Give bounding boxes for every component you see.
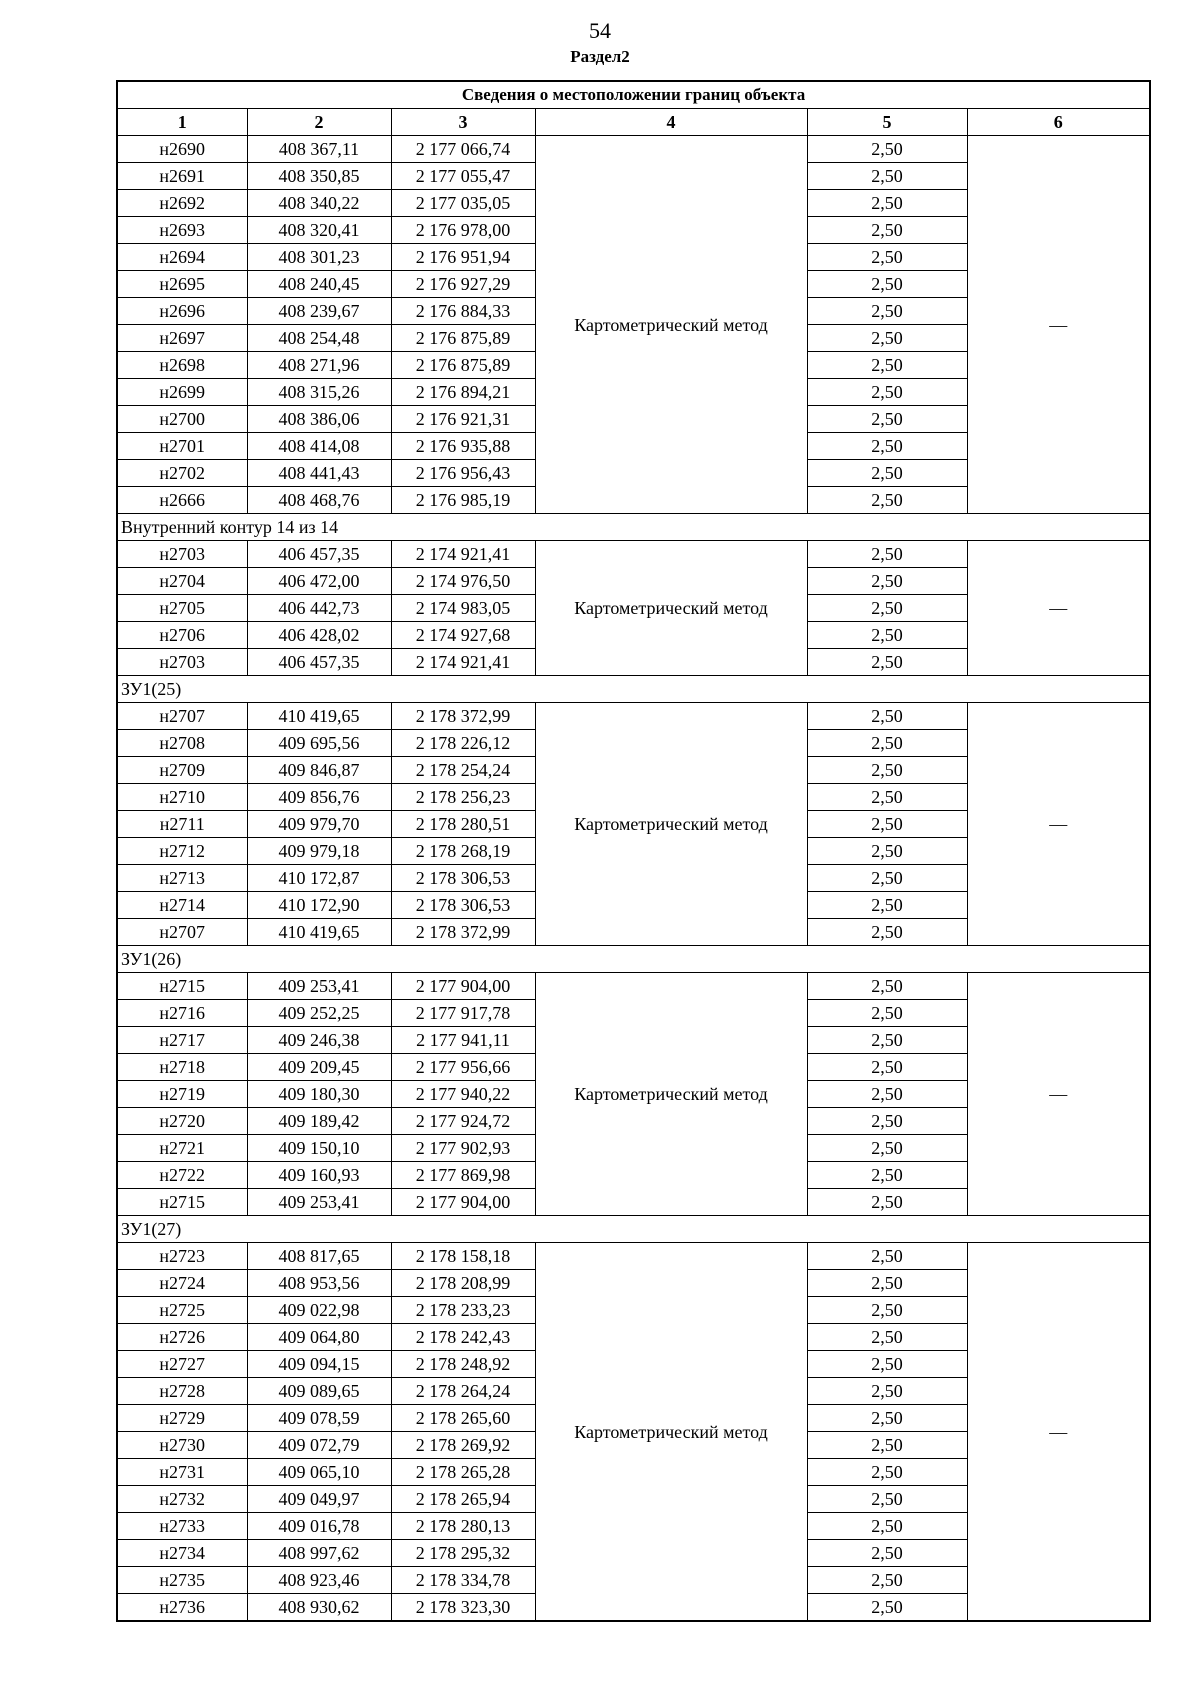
point-id-cell: н2720 xyxy=(117,1108,247,1135)
y-coordinate-cell: 2 178 256,23 xyxy=(391,784,535,811)
x-coordinate-cell: 408 240,45 xyxy=(247,271,391,298)
point-id-cell: н2732 xyxy=(117,1486,247,1513)
point-id-cell: н2713 xyxy=(117,865,247,892)
x-coordinate-cell: 409 253,41 xyxy=(247,973,391,1000)
y-coordinate-cell: 2 174 927,68 xyxy=(391,622,535,649)
point-id-cell: н2711 xyxy=(117,811,247,838)
y-coordinate-cell: 2 176 894,21 xyxy=(391,379,535,406)
y-coordinate-cell: 2 176 875,89 xyxy=(391,352,535,379)
x-coordinate-cell: 410 419,65 xyxy=(247,919,391,946)
accuracy-cell: 2,50 xyxy=(807,136,967,163)
y-coordinate-cell: 2 177 956,66 xyxy=(391,1054,535,1081)
point-id-cell: н2691 xyxy=(117,163,247,190)
point-id-cell: н2706 xyxy=(117,622,247,649)
x-coordinate-cell: 409 856,76 xyxy=(247,784,391,811)
y-coordinate-cell: 2 178 226,12 xyxy=(391,730,535,757)
x-coordinate-cell: 409 209,45 xyxy=(247,1054,391,1081)
x-coordinate-cell: 408 271,96 xyxy=(247,352,391,379)
accuracy-cell: 2,50 xyxy=(807,757,967,784)
point-id-cell: н2701 xyxy=(117,433,247,460)
column-6-cell: — xyxy=(967,1243,1150,1622)
column-header-3: 3 xyxy=(391,109,535,136)
point-id-cell: н2729 xyxy=(117,1405,247,1432)
accuracy-cell: 2,50 xyxy=(807,406,967,433)
x-coordinate-cell: 409 078,59 xyxy=(247,1405,391,1432)
x-coordinate-cell: 409 072,79 xyxy=(247,1432,391,1459)
accuracy-cell: 2,50 xyxy=(807,244,967,271)
point-id-cell: н2702 xyxy=(117,460,247,487)
y-coordinate-cell: 2 178 306,53 xyxy=(391,892,535,919)
column-6-cell: — xyxy=(967,541,1150,676)
y-coordinate-cell: 2 176 884,33 xyxy=(391,298,535,325)
accuracy-cell: 2,50 xyxy=(807,892,967,919)
group-label: ЗУ1(27) xyxy=(117,1216,1150,1243)
table-row xyxy=(117,541,1150,568)
y-coordinate-cell: 2 178 306,53 xyxy=(391,865,535,892)
y-coordinate-cell: 2 176 978,00 xyxy=(391,217,535,244)
x-coordinate-cell: 409 049,97 xyxy=(247,1486,391,1513)
point-id-cell: н2707 xyxy=(117,703,247,730)
table-row xyxy=(117,136,1150,163)
accuracy-cell: 2,50 xyxy=(807,1594,967,1622)
point-id-cell: н2725 xyxy=(117,1297,247,1324)
x-coordinate-cell: 409 016,78 xyxy=(247,1513,391,1540)
y-coordinate-cell: 2 177 941,11 xyxy=(391,1027,535,1054)
accuracy-cell: 2,50 xyxy=(807,1405,967,1432)
accuracy-cell: 2,50 xyxy=(807,838,967,865)
accuracy-cell: 2,50 xyxy=(807,1189,967,1216)
method-cell: Картометрический метод xyxy=(535,136,807,514)
column-header-row xyxy=(117,109,1150,136)
x-coordinate-cell: 408 441,43 xyxy=(247,460,391,487)
point-id-cell: н2733 xyxy=(117,1513,247,1540)
point-id-cell: н2693 xyxy=(117,217,247,244)
x-coordinate-cell: 408 817,65 xyxy=(247,1243,391,1270)
point-id-cell: н2722 xyxy=(117,1162,247,1189)
x-coordinate-cell: 409 022,98 xyxy=(247,1297,391,1324)
y-coordinate-cell: 2 174 983,05 xyxy=(391,595,535,622)
x-coordinate-cell: 409 064,80 xyxy=(247,1324,391,1351)
y-coordinate-cell: 2 178 268,19 xyxy=(391,838,535,865)
y-coordinate-cell: 2 177 035,05 xyxy=(391,190,535,217)
x-coordinate-cell: 406 457,35 xyxy=(247,649,391,676)
point-id-cell: н2715 xyxy=(117,1189,247,1216)
x-coordinate-cell: 408 414,08 xyxy=(247,433,391,460)
accuracy-cell: 2,50 xyxy=(807,433,967,460)
column-header-6: 6 xyxy=(967,109,1150,136)
x-coordinate-cell: 409 252,25 xyxy=(247,1000,391,1027)
y-coordinate-cell: 2 177 924,72 xyxy=(391,1108,535,1135)
point-id-cell: н2708 xyxy=(117,730,247,757)
point-id-cell: н2715 xyxy=(117,973,247,1000)
x-coordinate-cell: 410 419,65 xyxy=(247,703,391,730)
y-coordinate-cell: 2 178 295,32 xyxy=(391,1540,535,1567)
y-coordinate-cell: 2 178 265,94 xyxy=(391,1486,535,1513)
y-coordinate-cell: 2 178 264,24 xyxy=(391,1378,535,1405)
point-id-cell: н2723 xyxy=(117,1243,247,1270)
accuracy-cell: 2,50 xyxy=(807,622,967,649)
point-id-cell: н2698 xyxy=(117,352,247,379)
method-cell: Картометрический метод xyxy=(535,541,807,676)
accuracy-cell: 2,50 xyxy=(807,1270,967,1297)
y-coordinate-cell: 2 174 921,41 xyxy=(391,649,535,676)
accuracy-cell: 2,50 xyxy=(807,811,967,838)
point-id-cell: н2717 xyxy=(117,1027,247,1054)
x-coordinate-cell: 408 254,48 xyxy=(247,325,391,352)
column-header-1: 1 xyxy=(117,109,247,136)
accuracy-cell: 2,50 xyxy=(807,1162,967,1189)
point-id-cell: н2724 xyxy=(117,1270,247,1297)
y-coordinate-cell: 2 174 976,50 xyxy=(391,568,535,595)
y-coordinate-cell: 2 178 233,23 xyxy=(391,1297,535,1324)
y-coordinate-cell: 2 177 066,74 xyxy=(391,136,535,163)
y-coordinate-cell: 2 178 254,24 xyxy=(391,757,535,784)
accuracy-cell: 2,50 xyxy=(807,568,967,595)
point-id-cell: н2690 xyxy=(117,136,247,163)
table-caption: Сведения о местоположении границ объекта xyxy=(117,81,1150,109)
accuracy-cell: 2,50 xyxy=(807,1432,967,1459)
x-coordinate-cell: 408 350,85 xyxy=(247,163,391,190)
accuracy-cell: 2,50 xyxy=(807,1567,967,1594)
accuracy-cell: 2,50 xyxy=(807,1540,967,1567)
y-coordinate-cell: 2 176 985,19 xyxy=(391,487,535,514)
point-id-cell: н2727 xyxy=(117,1351,247,1378)
x-coordinate-cell: 409 253,41 xyxy=(247,1189,391,1216)
point-id-cell: н2700 xyxy=(117,406,247,433)
y-coordinate-cell: 2 178 208,99 xyxy=(391,1270,535,1297)
accuracy-cell: 2,50 xyxy=(807,487,967,514)
accuracy-cell: 2,50 xyxy=(807,649,967,676)
column-header-2: 2 xyxy=(247,109,391,136)
point-id-cell: н2719 xyxy=(117,1081,247,1108)
accuracy-cell: 2,50 xyxy=(807,1459,967,1486)
x-coordinate-cell: 408 367,11 xyxy=(247,136,391,163)
y-coordinate-cell: 2 176 935,88 xyxy=(391,433,535,460)
y-coordinate-cell: 2 177 917,78 xyxy=(391,1000,535,1027)
column-6-cell: — xyxy=(967,703,1150,946)
column-header-5: 5 xyxy=(807,109,967,136)
y-coordinate-cell: 2 177 902,93 xyxy=(391,1135,535,1162)
y-coordinate-cell: 2 177 940,22 xyxy=(391,1081,535,1108)
table-row xyxy=(117,1243,1150,1270)
x-coordinate-cell: 408 315,26 xyxy=(247,379,391,406)
point-id-cell: н2695 xyxy=(117,271,247,298)
point-id-cell: н2696 xyxy=(117,298,247,325)
point-id-cell: н2734 xyxy=(117,1540,247,1567)
point-id-cell: н2712 xyxy=(117,838,247,865)
accuracy-cell: 2,50 xyxy=(807,595,967,622)
y-coordinate-cell: 2 178 242,43 xyxy=(391,1324,535,1351)
page-number: 54 xyxy=(589,18,611,43)
point-id-cell: н2697 xyxy=(117,325,247,352)
point-id-cell: н2721 xyxy=(117,1135,247,1162)
y-coordinate-cell: 2 178 158,18 xyxy=(391,1243,535,1270)
group-label: Внутренний контур 14 из 14 xyxy=(117,514,1150,541)
point-id-cell: н2692 xyxy=(117,190,247,217)
y-coordinate-cell: 2 178 265,60 xyxy=(391,1405,535,1432)
group-header-row xyxy=(117,946,1150,973)
column-6-cell: — xyxy=(967,136,1150,514)
accuracy-cell: 2,50 xyxy=(807,541,967,568)
accuracy-cell: 2,50 xyxy=(807,1135,967,1162)
x-coordinate-cell: 409 150,10 xyxy=(247,1135,391,1162)
y-coordinate-cell: 2 177 904,00 xyxy=(391,1189,535,1216)
x-coordinate-cell: 406 442,73 xyxy=(247,595,391,622)
point-id-cell: н2694 xyxy=(117,244,247,271)
x-coordinate-cell: 409 846,87 xyxy=(247,757,391,784)
y-coordinate-cell: 2 178 265,28 xyxy=(391,1459,535,1486)
point-id-cell: н2699 xyxy=(117,379,247,406)
x-coordinate-cell: 408 930,62 xyxy=(247,1594,391,1622)
accuracy-cell: 2,50 xyxy=(807,163,967,190)
point-id-cell: н2703 xyxy=(117,649,247,676)
group-header-row xyxy=(117,1216,1150,1243)
point-id-cell: н2666 xyxy=(117,487,247,514)
y-coordinate-cell: 2 174 921,41 xyxy=(391,541,535,568)
accuracy-cell: 2,50 xyxy=(807,865,967,892)
x-coordinate-cell: 409 246,38 xyxy=(247,1027,391,1054)
column-6-cell: — xyxy=(967,973,1150,1216)
accuracy-cell: 2,50 xyxy=(807,1108,967,1135)
method-cell: Картометрический метод xyxy=(535,973,807,1216)
table-body xyxy=(117,81,1150,1621)
point-id-cell: н2705 xyxy=(117,595,247,622)
group-label: ЗУ1(26) xyxy=(117,946,1150,973)
point-id-cell: н2736 xyxy=(117,1594,247,1622)
point-id-cell: н2728 xyxy=(117,1378,247,1405)
y-coordinate-cell: 2 177 904,00 xyxy=(391,973,535,1000)
y-coordinate-cell: 2 178 372,99 xyxy=(391,919,535,946)
group-header-row xyxy=(117,514,1150,541)
point-id-cell: н2731 xyxy=(117,1459,247,1486)
accuracy-cell: 2,50 xyxy=(807,379,967,406)
group-header-row xyxy=(117,676,1150,703)
table-row xyxy=(117,973,1150,1000)
x-coordinate-cell: 406 428,02 xyxy=(247,622,391,649)
column-header-4: 4 xyxy=(535,109,807,136)
x-coordinate-cell: 406 472,00 xyxy=(247,568,391,595)
x-coordinate-cell: 409 089,65 xyxy=(247,1378,391,1405)
point-id-cell: н2707 xyxy=(117,919,247,946)
method-cell: Картометрический метод xyxy=(535,703,807,946)
accuracy-cell: 2,50 xyxy=(807,271,967,298)
x-coordinate-cell: 408 320,41 xyxy=(247,217,391,244)
accuracy-cell: 2,50 xyxy=(807,1054,967,1081)
x-coordinate-cell: 409 065,10 xyxy=(247,1459,391,1486)
y-coordinate-cell: 2 178 372,99 xyxy=(391,703,535,730)
accuracy-cell: 2,50 xyxy=(807,1081,967,1108)
x-coordinate-cell: 408 340,22 xyxy=(247,190,391,217)
x-coordinate-cell: 408 923,46 xyxy=(247,1567,391,1594)
x-coordinate-cell: 409 979,18 xyxy=(247,838,391,865)
accuracy-cell: 2,50 xyxy=(807,973,967,1000)
y-coordinate-cell: 2 178 269,92 xyxy=(391,1432,535,1459)
y-coordinate-cell: 2 176 927,29 xyxy=(391,271,535,298)
accuracy-cell: 2,50 xyxy=(807,784,967,811)
accuracy-cell: 2,50 xyxy=(807,1324,967,1351)
point-id-cell: н2735 xyxy=(117,1567,247,1594)
x-coordinate-cell: 409 189,42 xyxy=(247,1108,391,1135)
x-coordinate-cell: 408 386,06 xyxy=(247,406,391,433)
accuracy-cell: 2,50 xyxy=(807,460,967,487)
x-coordinate-cell: 410 172,87 xyxy=(247,865,391,892)
point-id-cell: н2726 xyxy=(117,1324,247,1351)
accuracy-cell: 2,50 xyxy=(807,1000,967,1027)
accuracy-cell: 2,50 xyxy=(807,1297,967,1324)
point-id-cell: н2704 xyxy=(117,568,247,595)
method-cell: Картометрический метод xyxy=(535,1243,807,1622)
accuracy-cell: 2,50 xyxy=(807,1378,967,1405)
accuracy-cell: 2,50 xyxy=(807,1351,967,1378)
y-coordinate-cell: 2 176 956,43 xyxy=(391,460,535,487)
accuracy-cell: 2,50 xyxy=(807,217,967,244)
group-label: ЗУ1(25) xyxy=(117,676,1150,703)
accuracy-cell: 2,50 xyxy=(807,1243,967,1270)
point-id-cell: н2718 xyxy=(117,1054,247,1081)
x-coordinate-cell: 408 239,67 xyxy=(247,298,391,325)
y-coordinate-cell: 2 176 875,89 xyxy=(391,325,535,352)
x-coordinate-cell: 409 094,15 xyxy=(247,1351,391,1378)
x-coordinate-cell: 409 160,93 xyxy=(247,1162,391,1189)
x-coordinate-cell: 409 695,56 xyxy=(247,730,391,757)
y-coordinate-cell: 2 178 323,30 xyxy=(391,1594,535,1622)
accuracy-cell: 2,50 xyxy=(807,298,967,325)
accuracy-cell: 2,50 xyxy=(807,190,967,217)
y-coordinate-cell: 2 177 055,47 xyxy=(391,163,535,190)
x-coordinate-cell: 409 979,70 xyxy=(247,811,391,838)
boundary-coordinates-table xyxy=(116,80,1151,1622)
accuracy-cell: 2,50 xyxy=(807,730,967,757)
x-coordinate-cell: 406 457,35 xyxy=(247,541,391,568)
accuracy-cell: 2,50 xyxy=(807,1027,967,1054)
x-coordinate-cell: 410 172,90 xyxy=(247,892,391,919)
point-id-cell: н2716 xyxy=(117,1000,247,1027)
accuracy-cell: 2,50 xyxy=(807,703,967,730)
accuracy-cell: 2,50 xyxy=(807,325,967,352)
point-id-cell: н2730 xyxy=(117,1432,247,1459)
point-id-cell: н2714 xyxy=(117,892,247,919)
accuracy-cell: 2,50 xyxy=(807,919,967,946)
y-coordinate-cell: 2 178 334,78 xyxy=(391,1567,535,1594)
table-row xyxy=(117,703,1150,730)
y-coordinate-cell: 2 178 248,92 xyxy=(391,1351,535,1378)
point-id-cell: н2710 xyxy=(117,784,247,811)
accuracy-cell: 2,50 xyxy=(807,352,967,379)
x-coordinate-cell: 408 997,62 xyxy=(247,1540,391,1567)
accuracy-cell: 2,50 xyxy=(807,1513,967,1540)
section-title: Раздел2 xyxy=(570,47,630,66)
x-coordinate-cell: 408 301,23 xyxy=(247,244,391,271)
x-coordinate-cell: 408 953,56 xyxy=(247,1270,391,1297)
y-coordinate-cell: 2 176 921,31 xyxy=(391,406,535,433)
y-coordinate-cell: 2 178 280,51 xyxy=(391,811,535,838)
point-id-cell: н2709 xyxy=(117,757,247,784)
y-coordinate-cell: 2 178 280,13 xyxy=(391,1513,535,1540)
x-coordinate-cell: 408 468,76 xyxy=(247,487,391,514)
accuracy-cell: 2,50 xyxy=(807,1486,967,1513)
y-coordinate-cell: 2 177 869,98 xyxy=(391,1162,535,1189)
x-coordinate-cell: 409 180,30 xyxy=(247,1081,391,1108)
y-coordinate-cell: 2 176 951,94 xyxy=(391,244,535,271)
point-id-cell: н2703 xyxy=(117,541,247,568)
